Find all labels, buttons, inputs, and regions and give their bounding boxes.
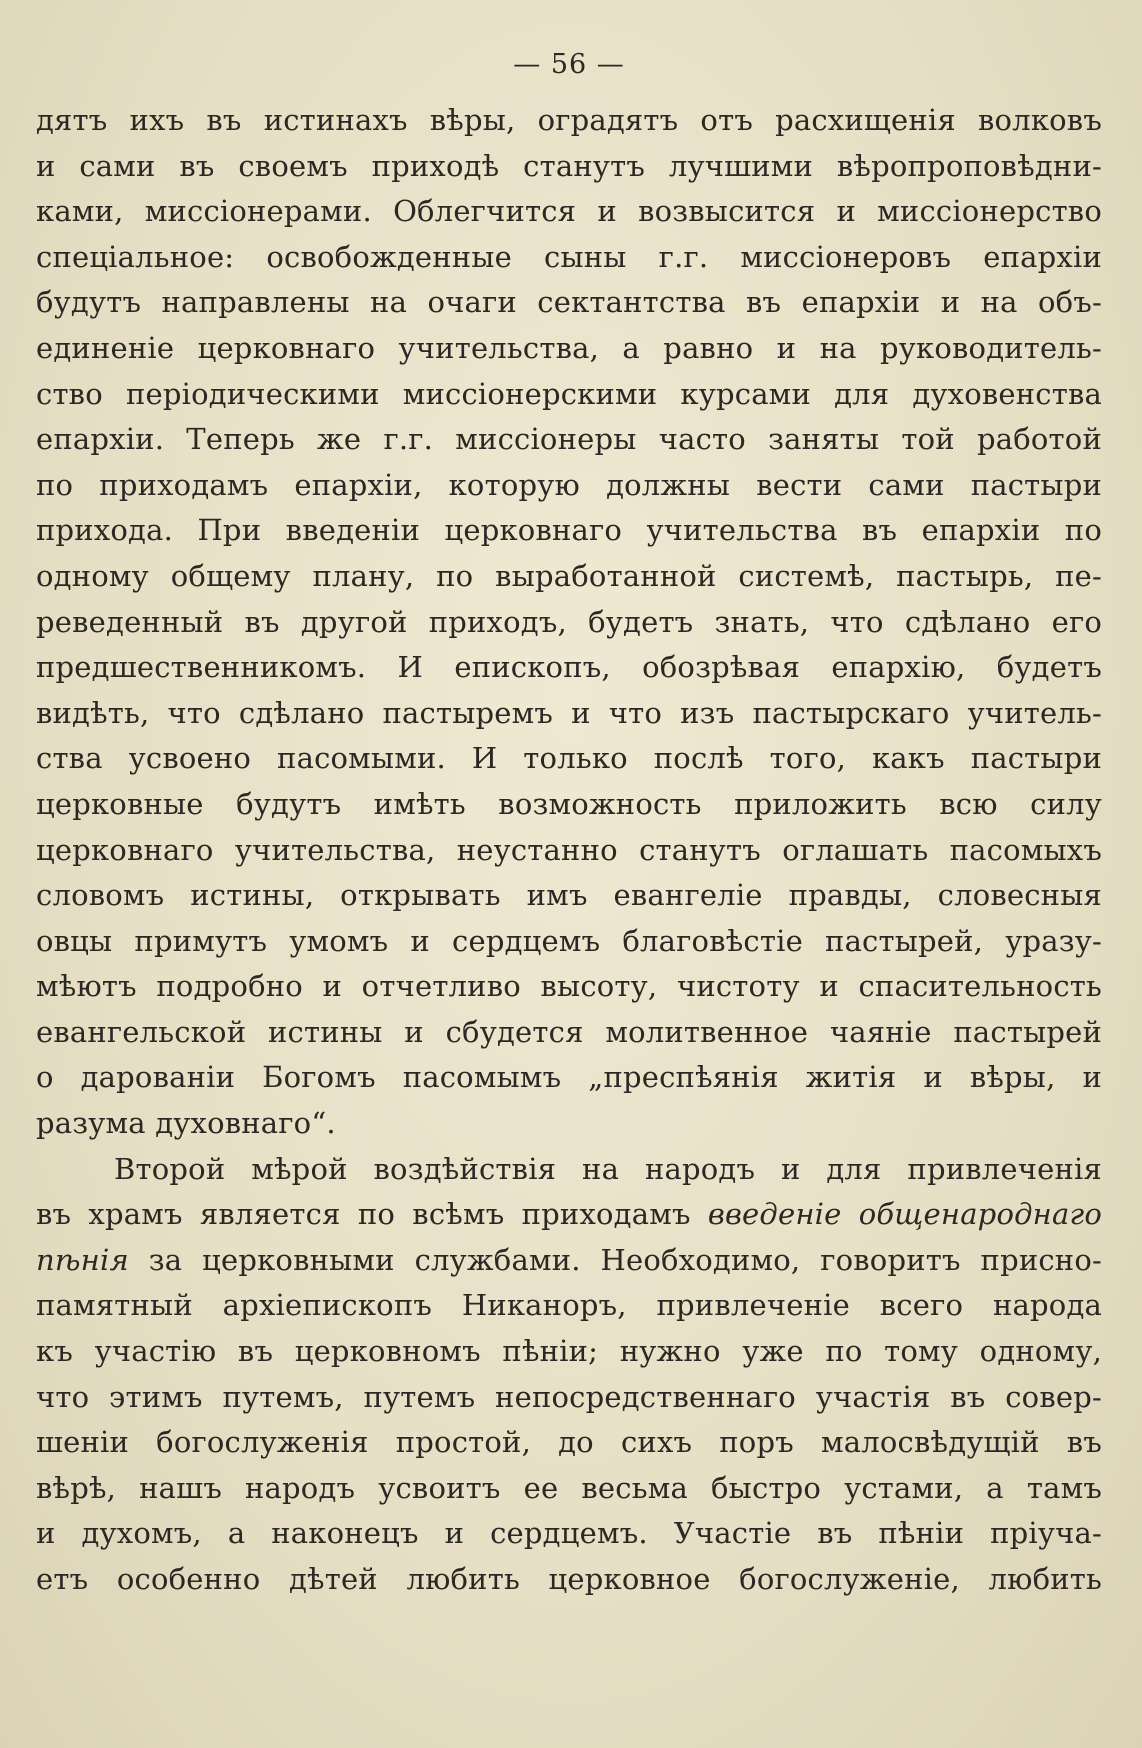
text-line: по приходамъ епархіи, которую должны вести сами пастыри — [36, 467, 1102, 502]
text-line: епархіи. Теперь же г.г. миссіонеры часто заняты той работой — [36, 422, 1102, 457]
text-line: шеніи богослуженія простой, до сихъ поръ малосвѣдущій въ — [36, 1425, 1102, 1460]
text-line: о дарованіи Богомъ пасомымъ „преспѣянія житія и вѣры, и — [36, 1060, 1102, 1095]
text-line: единеніе церковнаго учительства, а равно и на руководитель- — [36, 330, 1102, 365]
body-text — [36, 98, 1102, 1603]
text-line: словомъ истины, открывать имъ евангеліе правды, словесныя — [36, 878, 1102, 913]
text-segment: въ храмъ является по всѣмъ приходамъ — [36, 1197, 708, 1232]
text-line: что этимъ путемъ, путемъ непосредственнаго участія въ совер- — [36, 1379, 1102, 1414]
paragraph-start-line: Второй мѣрой воздѣйствія на народъ и для привлеченія — [114, 1151, 1102, 1186]
text-line: спеціальное: освобожденные сыны г.г. миссіонеровъ епархіи — [36, 239, 1102, 274]
text-line: одному общему плану, по выработанной системѣ, пастырь, пе- — [36, 558, 1102, 593]
text-line: будутъ направлены на очаги сектантства въ епархіи и на объ- — [36, 285, 1102, 320]
text-line: видѣть, что сдѣлано пастыремъ и что изъ пастырскаго учитель- — [36, 695, 1102, 730]
text-line: къ участію въ церковномъ пѣніи; нужно уже по тому одному, — [36, 1334, 1102, 1369]
text-line: реведенный въ другой приходъ, будетъ знать, что сдѣлано его — [36, 604, 1102, 639]
italic-phrase: пѣнія — [36, 1242, 129, 1277]
text-line — [36, 1238, 1102, 1284]
text-line: овцы примутъ умомъ и сердцемъ благовѣстіе пастырей, уразу- — [36, 923, 1102, 958]
text-line: ство періодическими миссіонерскими курсами для духовенства — [36, 376, 1102, 411]
text-line: дятъ ихъ въ истинахъ вѣры, оградятъ отъ расхищенія волковъ — [36, 103, 1102, 137]
text-line: ства усвоено пасомыми. И только послѣ того, какъ пастыри — [36, 741, 1102, 776]
paragraph-end-line: разума духовнаго“. — [36, 1106, 336, 1141]
text-line: памятный архіепископъ Никаноръ, привлеченіе всего народа — [36, 1288, 1102, 1323]
page-number: — 56 — — [513, 49, 625, 80]
text-line: ками, миссіонерами. Облегчится и возвысится и миссіонерство — [36, 194, 1102, 229]
text-line: предшественникомъ. И епископъ, обозрѣвая епархію, будетъ — [36, 650, 1102, 685]
text-line: мѣютъ подробно и отчетливо высоту, чистоту и спасительность — [36, 969, 1102, 1004]
text-line: евангельской истины и сбудется молитвенное чаяніе пастырей — [36, 1014, 1102, 1049]
text-segment: за церковными службами. Необходимо, говоритъ присно- — [128, 1242, 1102, 1277]
italic-phrase: введеніе общенароднаго — [707, 1197, 1102, 1232]
text-line: церковные будутъ имѣть возможность приложить всю силу — [36, 786, 1102, 821]
text-line: прихода. При введеніи церковнаго учительства въ епархіи по — [36, 513, 1102, 548]
text-line: етъ особенно дѣтей любить церковное богослуженіе, любить — [36, 1562, 1102, 1596]
text-line: церковнаго учительства, неустанно станутъ оглашать пасомыхъ — [36, 832, 1102, 867]
text-line — [36, 1192, 1102, 1238]
text-line: и сами въ своемъ приходѣ станутъ лучшими вѣропроповѣдни- — [36, 148, 1102, 183]
text-line: вѣрѣ, нашъ народъ усвоитъ ее весьма быстро устами, а тамъ — [36, 1470, 1102, 1505]
text-line: и духомъ, а наконецъ и сердцемъ. Участіе въ пѣніи пріуча- — [36, 1516, 1102, 1551]
